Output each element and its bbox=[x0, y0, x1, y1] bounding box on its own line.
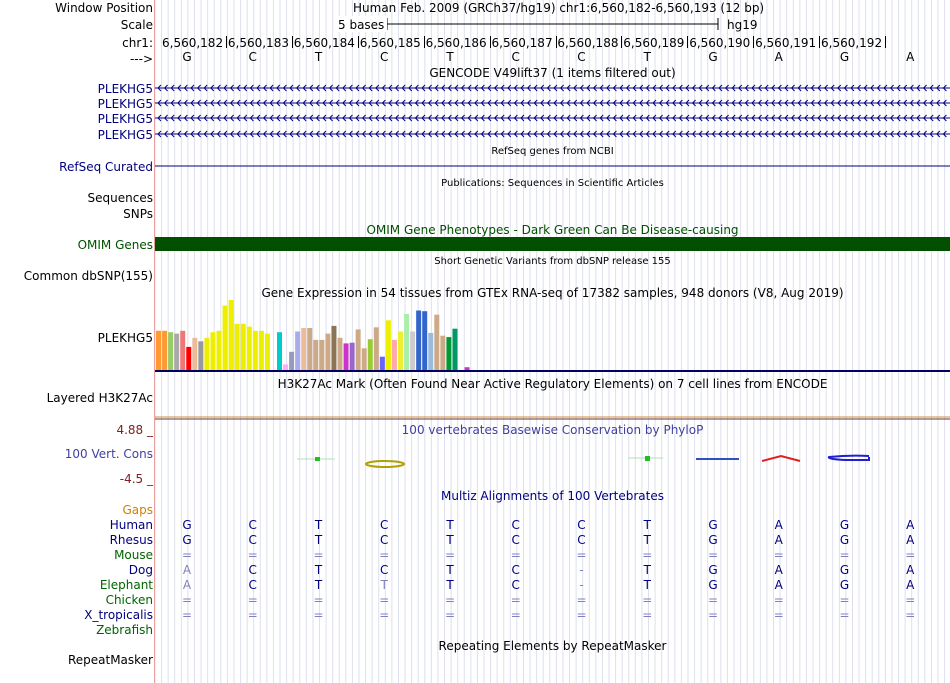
gtex-tissue-bar[interactable] bbox=[465, 367, 470, 370]
scale-bar bbox=[155, 14, 950, 34]
gtex-tissue-bar[interactable] bbox=[313, 340, 318, 370]
aligned-base: T bbox=[446, 578, 454, 592]
species-label[interactable]: Human bbox=[109, 518, 153, 532]
gtex-tissue-bar[interactable] bbox=[295, 332, 300, 371]
aligned-base: = bbox=[773, 548, 784, 562]
gtex-tissue-bar[interactable] bbox=[241, 324, 246, 370]
aligned-base: = bbox=[247, 608, 258, 622]
aligned-base: C bbox=[248, 533, 257, 547]
position-tick bbox=[753, 36, 754, 48]
position-tick bbox=[819, 36, 820, 48]
gencode-track-title[interactable]: GENCODE V49lift37 (1 items filtered out) bbox=[429, 66, 676, 80]
aligned-base: A bbox=[774, 563, 783, 577]
cons-ymax-label: 4.88 _ bbox=[116, 423, 153, 437]
refseq-curated-label[interactable]: RefSeq Curated bbox=[59, 160, 153, 174]
gtex-tissue-bar[interactable] bbox=[265, 334, 270, 370]
aligned-base: C bbox=[248, 563, 257, 577]
publications-track-title[interactable]: Publications: Sequences in Scientific Articles bbox=[441, 178, 664, 189]
cons-label[interactable]: 100 Vert. Cons bbox=[64, 447, 153, 461]
gtex-tissue-bar[interactable] bbox=[174, 334, 179, 370]
aligned-base: = bbox=[313, 593, 324, 607]
h3k27ac-signal bbox=[155, 414, 950, 422]
repeatmasker-track-title[interactable]: Repeating Elements by RepeatMasker bbox=[438, 639, 667, 653]
aligned-base: = bbox=[181, 608, 193, 622]
gtex-tissue-bar[interactable] bbox=[259, 331, 264, 370]
phylop-mark-c bbox=[366, 461, 404, 467]
species-label[interactable]: Mouse bbox=[114, 548, 153, 562]
gtex-tissue-bar[interactable] bbox=[331, 326, 336, 370]
aligned-base: = bbox=[247, 548, 258, 562]
base-letter: C bbox=[380, 50, 389, 64]
aligned-base: T bbox=[314, 533, 323, 547]
strand-arrow: ---> bbox=[129, 52, 153, 66]
cons-ymin-label: -4.5 _ bbox=[119, 472, 153, 486]
gtex-tissue-bar[interactable] bbox=[307, 328, 312, 370]
chr-label: chr1: bbox=[122, 36, 153, 50]
aligned-base: = bbox=[905, 608, 916, 622]
position-tick-label: 6,560,183 bbox=[227, 36, 289, 50]
position-tick bbox=[226, 36, 227, 48]
aligned-base: = bbox=[773, 608, 784, 622]
position-tick bbox=[490, 36, 491, 48]
refseq-track-title[interactable]: RefSeq genes from NCBI bbox=[491, 146, 614, 157]
assembly-label: hg19 bbox=[727, 18, 758, 32]
gtex-tissue-bar[interactable] bbox=[168, 332, 173, 370]
base-letter: T bbox=[314, 50, 323, 64]
aligned-base: T bbox=[643, 518, 651, 532]
gtex-tissue-bar[interactable] bbox=[198, 341, 203, 370]
base-letter: T bbox=[446, 50, 454, 64]
position-tick-label: 6,560,189 bbox=[623, 36, 685, 50]
snps-label: SNPs bbox=[123, 207, 153, 221]
aligned-base: = bbox=[444, 608, 456, 622]
aligned-base: C bbox=[380, 563, 389, 577]
base-letter: C bbox=[511, 50, 520, 64]
base-letter: A bbox=[774, 50, 783, 64]
aligned-base: = bbox=[642, 608, 653, 622]
phylop-mark-t bbox=[315, 457, 320, 461]
aligned-base: = bbox=[313, 608, 324, 622]
gtex-expression-chart[interactable] bbox=[155, 298, 950, 374]
aligned-base: C bbox=[577, 518, 586, 532]
gtex-tissue-bar[interactable] bbox=[404, 314, 409, 370]
aligned-base: A bbox=[774, 578, 783, 592]
aligned-base: C bbox=[248, 578, 257, 592]
aligned-base: = bbox=[839, 548, 850, 562]
aligned-base: = bbox=[905, 593, 916, 607]
aligned-base: C bbox=[380, 533, 389, 547]
aligned-base: G bbox=[182, 533, 192, 547]
aligned-base: G bbox=[839, 563, 850, 577]
position-tick-label: 6,560,190 bbox=[689, 36, 751, 50]
position-tick bbox=[687, 36, 688, 48]
position-tick-label: 6,560,185 bbox=[359, 36, 421, 50]
aligned-base: G bbox=[839, 533, 850, 547]
gtex-tissue-bar[interactable] bbox=[229, 300, 234, 370]
gtex-tissue-bar[interactable] bbox=[362, 348, 367, 370]
gtex-tissue-bar[interactable] bbox=[156, 331, 161, 370]
aligned-base: T bbox=[314, 578, 323, 592]
gaps-label: Gaps bbox=[122, 503, 153, 517]
position-tick-label: 6,560,191 bbox=[755, 36, 817, 50]
aligned-base: C bbox=[577, 533, 586, 547]
aligned-base: A bbox=[182, 563, 192, 577]
aligned-base: = bbox=[181, 593, 193, 607]
scale-text: 5 bases bbox=[338, 18, 385, 32]
gtex-tissue-bar[interactable] bbox=[422, 311, 427, 370]
gtex-tissue-bar[interactable] bbox=[338, 338, 343, 370]
species-label[interactable]: Zebrafish bbox=[96, 623, 153, 637]
phylop-mark-g2 bbox=[829, 456, 869, 460]
omim-gene-bar[interactable] bbox=[155, 237, 950, 251]
gtex-gene-label[interactable]: PLEKHG5 bbox=[97, 331, 153, 345]
base-letter: C bbox=[248, 50, 257, 64]
species-label[interactable]: Chicken bbox=[105, 593, 153, 607]
aligned-base: T bbox=[380, 578, 388, 592]
species-label[interactable]: X_tropicalis bbox=[84, 608, 153, 622]
aligned-base: A bbox=[906, 578, 915, 592]
gtex-track-title[interactable]: Gene Expression in 54 tissues from GTEx RNA-seq of 17382 samples, 948 donors (V8, Aug 2019) bbox=[261, 286, 844, 300]
aligned-base: C bbox=[511, 578, 520, 592]
aligned-base: = bbox=[379, 593, 390, 607]
gtex-tissue-bar[interactable] bbox=[253, 331, 258, 370]
gtex-tissue-bar[interactable] bbox=[392, 340, 397, 370]
gtex-tissue-bar[interactable] bbox=[289, 352, 294, 370]
gtex-tissue-bar[interactable] bbox=[374, 327, 379, 370]
gtex-tissue-bar[interactable] bbox=[368, 339, 373, 370]
aligned-base: T bbox=[446, 533, 454, 547]
aligned-base: = bbox=[379, 608, 390, 622]
aligned-base: = bbox=[576, 593, 587, 607]
aligned-base: A bbox=[774, 518, 783, 532]
gtex-tissue-bar[interactable] bbox=[192, 338, 197, 370]
gtex-tissue-bar[interactable] bbox=[283, 364, 288, 370]
position-tick-label: 6,560,184 bbox=[293, 36, 355, 50]
species-label[interactable]: Elephant bbox=[99, 578, 153, 592]
gtex-tissue-bar[interactable] bbox=[217, 331, 222, 370]
base-letter: C bbox=[577, 50, 586, 64]
gtex-tissue-bar[interactable] bbox=[416, 311, 421, 371]
gtex-tissue-bar[interactable] bbox=[386, 320, 391, 370]
gene-label-plekhg5-2[interactable]: PLEKHG5 bbox=[97, 97, 153, 111]
aligned-base: G bbox=[839, 518, 850, 532]
aligned-base: C bbox=[380, 518, 389, 532]
position-title-text: Human Feb. 2009 (GRCh37/hg19) chr1:6,560,182-6,560,193 (12 bp) bbox=[353, 1, 765, 15]
gtex-tissue-bar[interactable] bbox=[301, 328, 306, 370]
gtex-tissue-bar[interactable] bbox=[180, 331, 185, 370]
aligned-base: = bbox=[707, 548, 719, 562]
gene-label-plekhg5-1[interactable]: PLEKHG5 bbox=[97, 82, 153, 96]
base-letter: T bbox=[643, 50, 651, 64]
position-tick bbox=[292, 36, 293, 48]
gene-label-plekhg5-3[interactable]: PLEKHG5 bbox=[97, 112, 153, 126]
aligned-base: = bbox=[379, 548, 390, 562]
aligned-base: G bbox=[182, 518, 192, 532]
aligned-base: T bbox=[643, 578, 651, 592]
phylop-mark-t2 bbox=[645, 456, 650, 461]
aligned-base: = bbox=[707, 593, 719, 607]
position-tick bbox=[621, 36, 622, 48]
aligned-base: G bbox=[708, 578, 718, 592]
gtex-tissue-bar[interactable] bbox=[210, 332, 215, 370]
aligned-base: A bbox=[182, 578, 192, 592]
aligned-base: = bbox=[773, 593, 784, 607]
aligned-base: G bbox=[708, 563, 718, 577]
gtex-tissue-bar[interactable] bbox=[186, 347, 191, 370]
position-tick bbox=[358, 36, 359, 48]
multiz-track-title[interactable]: Multiz Alignments of 100 Vertebrates bbox=[440, 489, 665, 503]
aligned-base: = bbox=[576, 608, 587, 622]
omim-genes-label[interactable]: OMIM Genes bbox=[77, 238, 153, 252]
gtex-tissue-bar[interactable] bbox=[325, 334, 330, 370]
position-tick-label: 6,560,187 bbox=[491, 36, 553, 50]
position-tick bbox=[556, 36, 557, 48]
position-tick-label: 6,560,192 bbox=[821, 36, 883, 50]
phylop-logo bbox=[155, 450, 950, 470]
aligned-base: = bbox=[247, 593, 258, 607]
aligned-base: A bbox=[906, 518, 915, 532]
gtex-tissue-bar[interactable] bbox=[319, 340, 324, 370]
aligned-base: A bbox=[906, 533, 915, 547]
gtex-tissue-bar[interactable] bbox=[410, 332, 415, 371]
gtex-tissue-bar[interactable] bbox=[452, 329, 457, 370]
aligned-base: = bbox=[444, 548, 456, 562]
refseq-gene-line[interactable] bbox=[155, 160, 950, 172]
phylop-track-title[interactable]: 100 vertebrates Basewise Conservation by PhyloP bbox=[401, 423, 704, 437]
aligned-base: - bbox=[579, 563, 584, 577]
aligned-base: = bbox=[510, 593, 521, 607]
position-tick bbox=[885, 36, 886, 48]
sequences-label: Sequences bbox=[87, 191, 153, 205]
gtex-tissue-bar[interactable] bbox=[344, 343, 349, 370]
gtex-tissue-bar[interactable] bbox=[356, 329, 361, 370]
dbsnp-label: Common dbSNP(155) bbox=[23, 269, 153, 283]
base-letter: A bbox=[906, 50, 915, 64]
aligned-base: A bbox=[906, 563, 915, 577]
aligned-base: = bbox=[510, 548, 521, 562]
species-label[interactable]: Dog bbox=[128, 563, 153, 577]
gtex-tissue-bar[interactable] bbox=[434, 315, 439, 370]
scale-label: Scale bbox=[120, 18, 153, 32]
base-letter: G bbox=[839, 50, 850, 64]
aligned-base: = bbox=[642, 593, 653, 607]
aligned-base: T bbox=[643, 533, 651, 547]
aligned-base: C bbox=[511, 533, 520, 547]
base-letter: G bbox=[708, 50, 718, 64]
position-tick-label: 6,560,188 bbox=[557, 36, 619, 50]
position-tick bbox=[424, 36, 425, 48]
gtex-tissue-bar[interactable] bbox=[204, 338, 209, 370]
gtex-tissue-bar[interactable] bbox=[380, 357, 385, 370]
dbsnp-track-title[interactable]: Short Genetic Variants from dbSNP release 155 bbox=[434, 256, 671, 267]
aligned-base: = bbox=[576, 548, 587, 562]
aligned-base: = bbox=[839, 593, 850, 607]
aligned-base: = bbox=[839, 608, 850, 622]
gtex-tissue-bar[interactable] bbox=[350, 343, 355, 370]
aligned-base: = bbox=[905, 548, 916, 562]
aligned-base: = bbox=[642, 548, 653, 562]
aligned-base: = bbox=[313, 548, 324, 562]
aligned-base: T bbox=[314, 563, 323, 577]
aligned-base: T bbox=[314, 518, 323, 532]
aligned-base: T bbox=[643, 563, 651, 577]
gtex-tissue-bar[interactable] bbox=[446, 337, 451, 370]
phylop-mark-a bbox=[762, 456, 800, 461]
aligned-base: C bbox=[511, 563, 520, 577]
h3k27ac-label: Layered H3K27Ac bbox=[46, 391, 153, 405]
gtex-tissue-bar[interactable] bbox=[277, 332, 282, 370]
gene-label-plekhg5-4[interactable]: PLEKHG5 bbox=[97, 128, 153, 142]
aligned-base: T bbox=[446, 563, 454, 577]
base-letter: G bbox=[182, 50, 192, 64]
omim-track-title[interactable]: OMIM Gene Phenotypes - Dark Green Can Be Disease-causing bbox=[366, 223, 739, 237]
gtex-tissue-bar[interactable] bbox=[440, 336, 445, 370]
repeatmasker-label: RepeatMasker bbox=[67, 653, 153, 667]
aligned-base: G bbox=[708, 533, 718, 547]
aligned-base: G bbox=[708, 518, 718, 532]
aligned-base: - bbox=[579, 578, 584, 592]
aligned-base: G bbox=[839, 578, 850, 592]
position-tick-label: 6,560,186 bbox=[425, 36, 487, 50]
gtex-tissue-bar[interactable] bbox=[162, 331, 167, 370]
window-position-label: Window Position bbox=[55, 1, 153, 15]
aligned-base: C bbox=[248, 518, 257, 532]
gtex-tissue-bar[interactable] bbox=[428, 333, 433, 370]
gtex-tissue-bar[interactable] bbox=[235, 324, 240, 370]
aligned-base: = bbox=[444, 593, 456, 607]
aligned-base: = bbox=[181, 548, 193, 562]
aligned-base: = bbox=[510, 608, 521, 622]
gencode-gene-features[interactable] bbox=[155, 80, 950, 144]
gtex-tissue-bar[interactable] bbox=[247, 327, 252, 370]
gtex-tissue-bar[interactable] bbox=[398, 332, 403, 371]
aligned-base: = bbox=[707, 608, 719, 622]
aligned-base: T bbox=[446, 518, 454, 532]
gtex-tissue-bar[interactable] bbox=[223, 306, 228, 370]
species-label[interactable]: Rhesus bbox=[109, 533, 153, 547]
aligned-base: C bbox=[511, 518, 520, 532]
aligned-base: A bbox=[774, 533, 783, 547]
h3k27ac-track-title[interactable]: H3K27Ac Mark (Often Found Near Active Regulatory Elements) on 7 cell lines from ENCODE bbox=[277, 377, 828, 391]
position-tick-label: 6,560,182 bbox=[162, 36, 224, 50]
